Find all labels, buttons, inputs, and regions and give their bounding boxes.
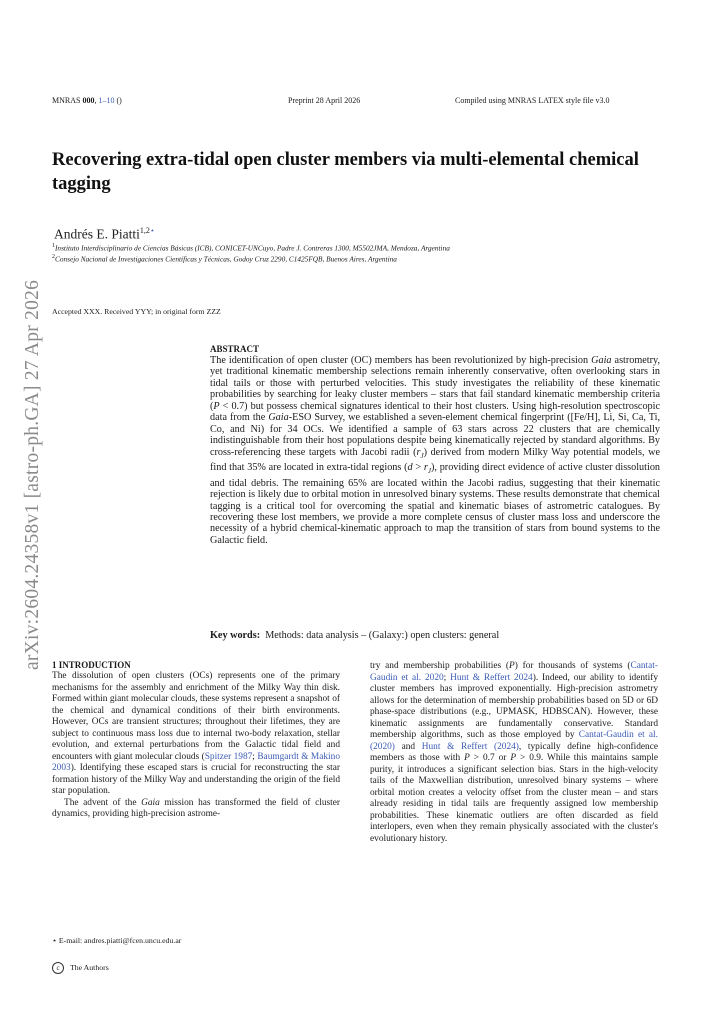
abstract <box>210 344 660 546</box>
keywords-text: Methods: data analysis – (Galaxy:) open clusters: general <box>265 630 500 641</box>
journal-volume: 000 <box>82 96 95 105</box>
header-parens: () <box>116 96 122 105</box>
body-text: > 0.7 or <box>469 753 511 763</box>
italic-text: P <box>509 661 515 671</box>
affiliation-text: Consejo Nacional de Investigaciones Científicas y Técnicas, Godoy Cruz 2290, C1425FQB, Buenos Aires, Argentina <box>55 254 397 264</box>
affiliation-text: Instituto Interdisciplinario de Ciencias Básicas (ICB), CONICET-UNCuyo, Padre J. Contreras 1300, M5502JMA, Mendoza, Argentina <box>55 243 450 253</box>
journal-name: MNRAS <box>52 96 81 105</box>
copyright-icon: c <box>52 962 64 974</box>
body-column-left <box>52 660 340 821</box>
abstract-segment: Gaia <box>591 355 612 366</box>
affiliation-number: 2 <box>52 254 55 260</box>
arxiv-identifier: arXiv:2604.24358v1 [astro-ph.GA] 27 Apr 2026 <box>22 279 43 670</box>
abstract-segment: r <box>416 446 421 458</box>
italic-text: P <box>464 753 470 763</box>
body-column-right <box>370 661 658 845</box>
citation-link[interactable]: Hunt & Reffert 2024 <box>450 672 533 683</box>
abstract-segment: > <box>412 462 424 474</box>
body-text: , typically define high-confidence members as those with <box>370 741 658 763</box>
copyright-line <box>52 962 109 974</box>
intro-paragraph-1 <box>52 671 340 798</box>
abstract-segment: Gaia <box>268 412 289 424</box>
citation-link[interactable]: Spitzer 1987 <box>204 751 253 762</box>
abstract-segment: The identification of open cluster (OC) members has been revolutionized by high-precision <box>210 355 592 366</box>
author-email-footnote: ⋆ E-mail: andres.piatti@fcen.uncu.edu.ar <box>52 936 182 945</box>
abstract-heading: ABSTRACT <box>210 344 260 354</box>
abstract-segment: astrometry, yet traditional kinematic membership selections remain inherently conservative, often overlooking stars in tidal tails or those with perturbed velocities. This study investigates the reliability of these kinematic probabilities by searching for leaky cluster members – stars that fail standard kinematic membership criteria ( <box>210 355 660 412</box>
keywords-label: Key words: <box>210 630 261 641</box>
copyright-text: The Authors <box>70 962 109 972</box>
abstract-segment: < 0.7) but possess chemical signatures identical to their host clusters. Using high-resolution spectroscopic data from the <box>210 400 660 424</box>
submission-history: Accepted XXX. Received YYY; in original form ZZZ <box>52 307 221 316</box>
body-text: mission has transformed the field of cluster dynamics, providing high-precision astrome- <box>52 797 340 819</box>
italic-text: Gaia <box>141 797 160 808</box>
body-text: The advent of the <box>64 797 142 808</box>
body-text: ; <box>443 672 451 683</box>
author-line <box>54 226 155 243</box>
abstract-segment: P <box>213 400 220 412</box>
affiliation-number: 1 <box>52 243 55 249</box>
body-text: try and membership probabilities ( <box>370 661 509 671</box>
abstract-segment: r <box>423 462 428 474</box>
body-text: > 0.9. While this maintains sample purity, it introduces a significant selection bias. Stars in the high-velocity tails of the Maxwellian distribution, unresolved binary systems – where orbital motion creates a velocity offset from the cluster mean – and stars already residing in tidal tails are frequently assigned low membership probabilities. These kinematic outliers are often discarded as field interlopers, even when they remain physically associated with the cluster's evolutionary history. <box>370 753 658 844</box>
abstract-body <box>210 355 660 546</box>
citation-link[interactable]: Cantat-Gaudin et al. 2020 <box>370 661 658 683</box>
author-footnote-mark[interactable]: ⋆ <box>149 226 155 235</box>
citation-link[interactable]: Baumgardt & Makino 2003 <box>52 751 340 773</box>
author-affil-marks: 1,2 <box>139 226 150 235</box>
abstract-segment: d <box>407 462 413 474</box>
body-text: The dissolution of open clusters (OCs) represents one of the primary mechanisms for the assembly and enrichment of the Milky Way thin disk. Formed within giant molecular clouds, these systems represent a snapshot of the chemical and dynamical conditions of their birth environments. However, OCs are transient structures; throughout their lifetimes, they are subject to continuous mass loss due to internal two-body relaxation, stellar evolution, and external perturbations from the Galactic tidal field and encounters with giant molecular clouds ( <box>52 671 340 762</box>
affiliation-2 <box>52 253 692 264</box>
body-text: and <box>394 741 422 752</box>
section-heading: 1 INTRODUCTION <box>52 660 131 670</box>
body-text: ; <box>252 751 258 762</box>
abstract-segment: ) derived from modern Milky Way potential models, we find that 35% are located in extra-tidal regions ( <box>210 446 660 474</box>
body-text: ). Indeed, our ability to identify cluster members has improved exponentially. High-precision astrometry allows for the determination of membership probabilities based on 5D or 6D phase-space distributions (e.g., UPMASK, HDBSCAN). However, these kinematic assignments are fundamentally conservative. Standard membership algorithms, such as those employed by <box>370 672 659 740</box>
body-text: ) for thousands of systems ( <box>514 661 631 671</box>
running-header-left: MNRAS 000, 1–10 () <box>52 96 122 105</box>
keywords <box>210 630 670 641</box>
intro-paragraph-continued <box>370 661 658 845</box>
body-text: ). Identifying these escaped stars is crucial for reconstructing the star formation history of the Milky Way and understanding the origin of the field star population. <box>52 763 340 796</box>
page-range-link[interactable]: 1–10 <box>98 96 115 105</box>
affiliation-1 <box>52 242 692 253</box>
compiled-note: Compiled using MNRAS LATEX style file v3.0 <box>455 96 610 105</box>
citation-link[interactable]: Hunt & Reffert (2024) <box>421 741 519 752</box>
italic-text: P <box>510 753 517 763</box>
citation-link[interactable]: Cantat-Gaudin et al. (2020) <box>370 730 658 752</box>
abstract-segment: J <box>420 451 424 460</box>
abstract-segment: -ESO Survey, we established a seven-element chemical fingerprint ([Fe/H], Li, Si, Ca, Ti, Co, and Ni) for 34 OCs. We identified a sample of 63 stars across 22 clusters that are chemically indistinguishable from their host populations despite being kinematically rejected by standard algorithms. By cross-referencing these targets with Jacobi radii ( <box>210 412 660 458</box>
author-name: Andrés E. Piatti <box>54 226 140 242</box>
abstract-segment: ), providing direct evidence of active cluster dissolution and tidal debris. The remaining 65% are located within the Jacobi radius, suggesting that their kinematic rejection is likely due to orbital motion in unresolved binary systems. These results demonstrate that chemical tagging is a critical tool for overcoming the spatial and kinematic biases of astrometric catalogues. By recovering these lost members, we provide a more complete census of cluster mass loss and underscore the necessity of a hybrid chemical-kinematic approach to map the transition of stars from bound systems to the Galactic field. <box>210 462 661 546</box>
intro-paragraph-2 <box>52 798 340 821</box>
abstract-segment: J <box>427 467 431 476</box>
preprint-date: Preprint 28 April 2026 <box>288 96 361 105</box>
paper-title: Recovering extra-tidal open cluster members via multi-elemental chemical tagging <box>52 150 639 194</box>
